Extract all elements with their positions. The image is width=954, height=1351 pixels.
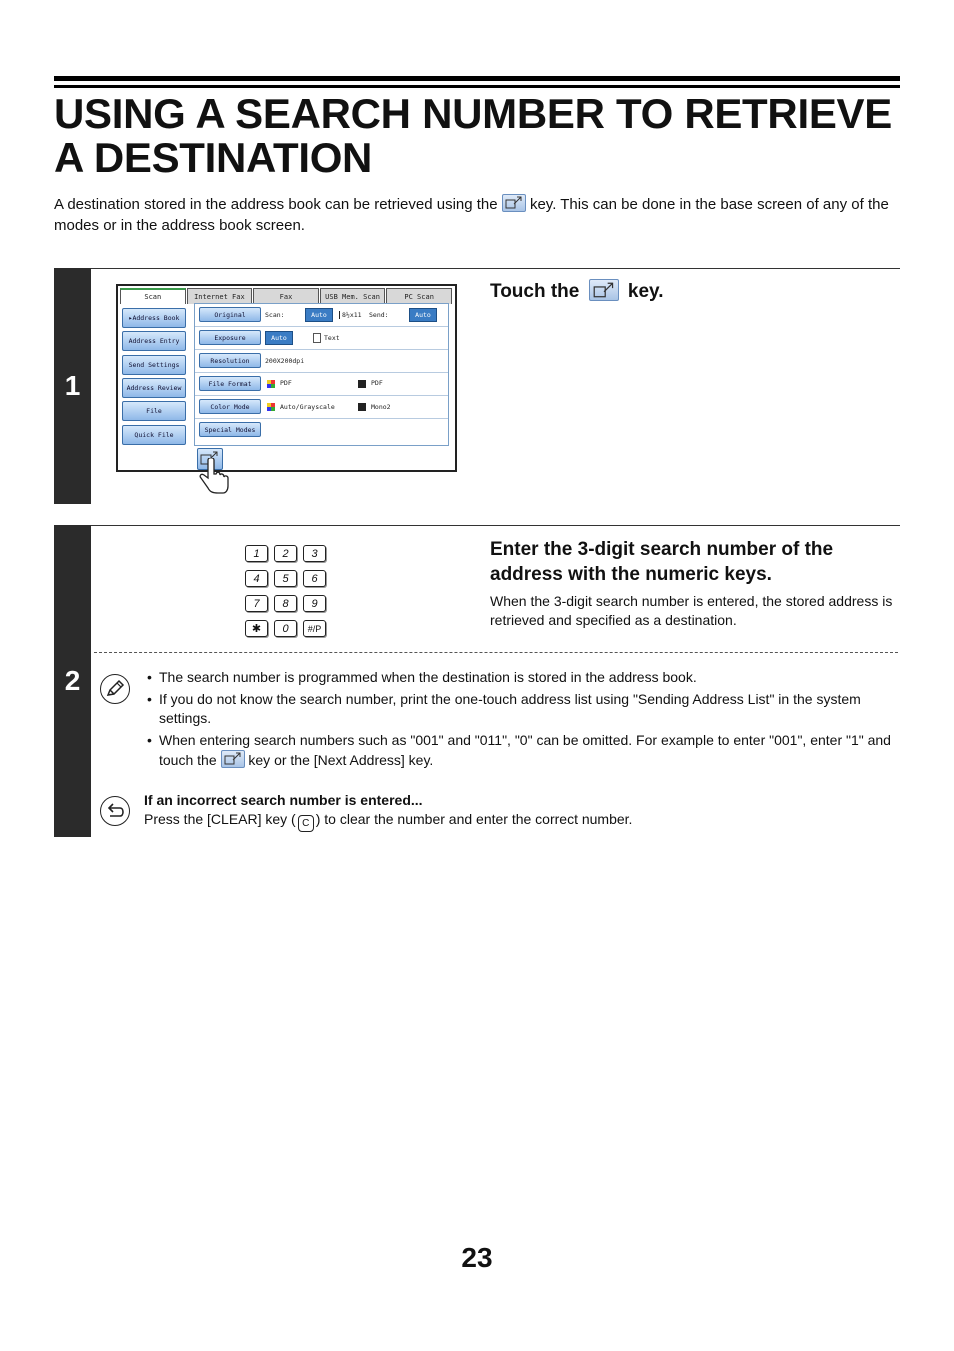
color-mode-button[interactable]: Color Mode: [199, 399, 261, 414]
tab-pc-scan[interactable]: PC Scan: [386, 288, 452, 304]
original-size: 8½x11: [339, 311, 362, 319]
resolution-row: [195, 350, 448, 373]
note-item: • If you do not know the search number, print the one-touch address list using "Sending Address List" in the system settings.: [143, 690, 903, 728]
file-format-button[interactable]: File Format: [199, 376, 261, 391]
color-mode-icon: [267, 403, 275, 411]
file-format-value2: PDF: [371, 379, 383, 387]
file-format-row: [195, 373, 448, 396]
scan-auto-value: Auto: [305, 308, 333, 322]
send-label: Send:: [369, 311, 389, 319]
color-pdf-icon: [267, 380, 275, 388]
key-hash-p[interactable]: #/P: [303, 620, 326, 637]
tab-internet-fax[interactable]: Internet Fax: [187, 288, 253, 304]
step2-number: 2: [54, 525, 91, 836]
settings-panel: [194, 303, 449, 446]
step1-top-line: [54, 268, 900, 269]
caution-text: [144, 810, 884, 832]
page-number: 23: [461, 1242, 493, 1273]
step2-top-line: [54, 525, 900, 526]
caution-text-before: Press the [CLEAR] key (: [144, 811, 296, 827]
key-4[interactable]: 4: [245, 570, 268, 587]
step1-heading: [490, 279, 664, 304]
search-number-key-icon: [502, 194, 526, 212]
exposure-auto-value: Auto: [265, 331, 293, 345]
mono-pdf-icon: [358, 380, 366, 388]
key-asterisk[interactable]: ✱: [245, 620, 268, 637]
color-mode-row: [195, 396, 448, 419]
notes-list: [143, 668, 903, 773]
key-5[interactable]: 5: [274, 570, 297, 587]
search-number-key-icon: [589, 279, 619, 301]
top-rule-thick: [54, 76, 900, 81]
key-7[interactable]: 7: [245, 595, 268, 612]
bottom-line: [54, 836, 91, 837]
step2-heading: Enter the 3-digit search number of the address with the numeric keys.: [490, 539, 834, 585]
pointing-hand-icon: [196, 458, 232, 496]
key-3[interactable]: 3: [303, 545, 326, 562]
tab-scan[interactable]: Scan: [120, 288, 186, 304]
quick-file-button[interactable]: Quick File: [122, 425, 186, 445]
special-modes-button[interactable]: Special Modes: [199, 422, 261, 437]
dashed-separator: [94, 652, 898, 653]
mode-tabs: [120, 288, 453, 304]
return-arrow-icon: [100, 796, 130, 826]
note-item: [143, 731, 903, 770]
send-settings-button[interactable]: Send Settings: [122, 355, 186, 375]
address-review-button[interactable]: Address Review: [122, 378, 186, 398]
original-button[interactable]: Original: [199, 307, 261, 322]
scan-label: Scan:: [265, 311, 285, 319]
intro-text-after: key. This can be done in the base screen of any of the modes or in the address book screen.: [54, 196, 889, 234]
key-0[interactable]: 0: [274, 620, 297, 637]
search-number-key-icon: [221, 750, 245, 768]
intro-text-before: A destination stored in the address book can be retrieved using the: [54, 196, 498, 213]
touch-panel-screenshot: [116, 284, 457, 472]
key-9[interactable]: 9: [303, 595, 326, 612]
file-button[interactable]: File: [122, 401, 186, 421]
note-pencil-icon: [100, 674, 130, 704]
step1-number: 1: [54, 268, 91, 504]
address-entry-button[interactable]: Address Entry: [122, 331, 186, 351]
caution-text-after: ) to clear the number and enter the correct number.: [315, 811, 633, 827]
top-rule-thin: [54, 85, 900, 88]
special-modes-row: [195, 419, 448, 441]
color-mode-value2: Mono2: [371, 403, 391, 411]
address-book-button[interactable]: ▸ Address Book: [122, 308, 186, 328]
step2-text: When the 3-digit search number is entered, the stored address is retrieved and specified as a destination.: [490, 593, 893, 628]
key-1[interactable]: 1: [245, 545, 268, 562]
tab-usb-mem-scan[interactable]: USB Mem. Scan: [320, 288, 386, 304]
file-format-value1: PDF: [280, 379, 292, 387]
note3-text-after: key or the [Next Address] key.: [248, 752, 434, 768]
key-2[interactable]: 2: [274, 545, 297, 562]
text-mode-icon: [313, 333, 321, 343]
key-6[interactable]: 6: [303, 570, 326, 587]
resolution-button[interactable]: Resolution: [199, 353, 261, 368]
send-auto-value: Auto: [409, 308, 437, 322]
exposure-mode: Text: [324, 334, 340, 342]
address-book-label: Address Book: [132, 314, 180, 322]
step1-heading-before: Touch the: [490, 281, 580, 302]
resolution-value: 200X200dpi: [265, 357, 305, 365]
clear-key-icon: C: [298, 815, 314, 832]
exposure-button[interactable]: Exposure: [199, 330, 261, 345]
tab-fax[interactable]: Fax: [253, 288, 319, 304]
page-title: USING A SEARCH NUMBER TO RETRIEVE A DESTINATION: [54, 90, 892, 181]
original-row: [195, 304, 448, 327]
caution-title: If an incorrect search number is entered...: [144, 792, 423, 808]
intro-paragraph: [54, 194, 904, 236]
color-mode-value1: Auto/Grayscale: [280, 403, 335, 411]
key-8[interactable]: 8: [274, 595, 297, 612]
exposure-row: [195, 327, 448, 350]
mono-mode-icon: [358, 403, 366, 411]
note3-text-before: When entering search numbers such as "001" and "011", "0" can be omitted. For example to enter "001", enter "1" and touch the: [159, 732, 891, 768]
step1-heading-after: key.: [627, 281, 664, 302]
note-item: • The search number is programmed when the destination is stored in the address book.: [143, 668, 903, 687]
